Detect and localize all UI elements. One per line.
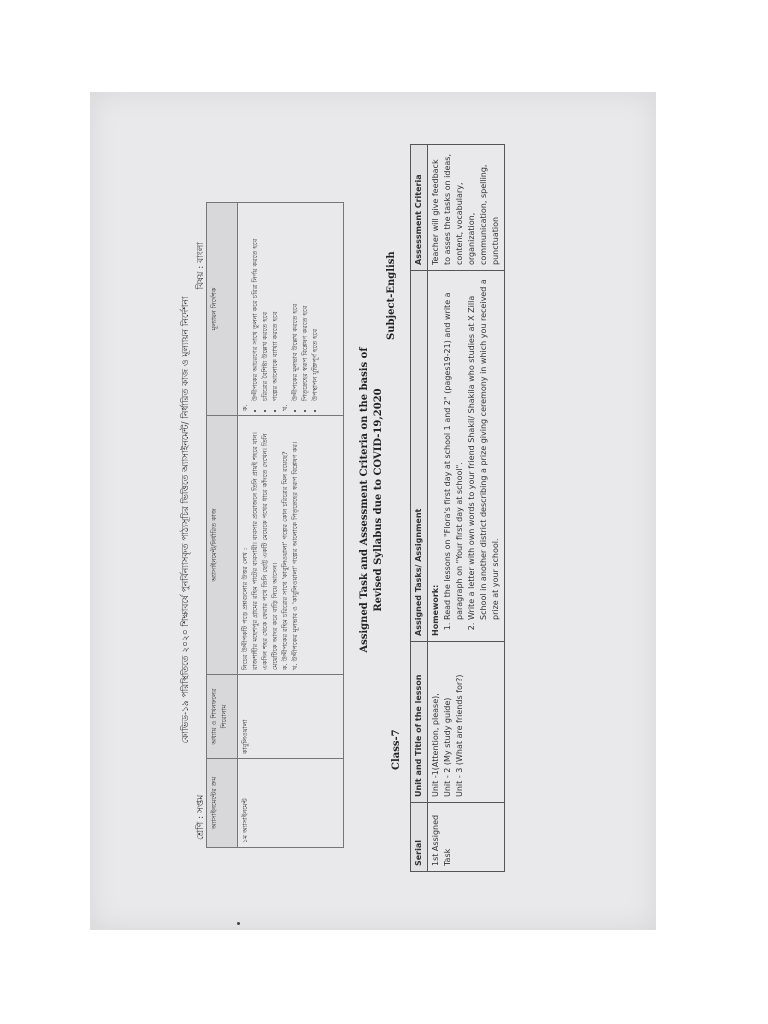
english-task-item: 2. Write a letter with own words to your friend Shakil/ Shakila who studies at X Zilla School in another district describing a prize giving ceremony in which you received a prize at your school. — [466, 276, 502, 620]
english-col-unit: Unit and Title of the lesson — [411, 642, 428, 803]
bangla-assignment-table — [206, 202, 344, 848]
bangla-task-line: খ. উদ্দীপকের মূলভাব ও 'কাবুলিওয়ালা' গল্পের আলোকে পিতৃস্নেহের স্বরূপ বিশ্লেষণ কর। — [291, 441, 300, 670]
bangla-chapter-cell: কাবুলিওয়ালা — [238, 675, 344, 759]
english-unit-item: Unit -1(Attention, please), — [431, 693, 440, 797]
bangla-col-task: অ্যাসাইনমেন্ট/নির্ধারিত কাজ — [207, 416, 238, 675]
english-table-row — [428, 145, 505, 872]
english-table-header-row — [411, 145, 428, 872]
bangla-col-criteria: মূল্যায়ন নির্দেশক — [207, 203, 238, 416]
bangla-header: কোভিড-১৯ পরিস্থিতিতে ২০২০ শিক্ষাবর্ষে পুনর্বিন্যাসকৃত পাঠ্যসূচির ভিত্তিতে অ্যাসাইনমেন্ট/ নির্ধারিত কাজ ও মূল্যায়ন নির্দেশনা — [181, 296, 191, 744]
english-subject-label: Subject-English — [386, 251, 397, 340]
bangla-task-cell — [238, 416, 344, 675]
english-col-task: Assigned Tasks/ Assignment — [411, 271, 428, 642]
english-criteria-cell: Teacher will give feedback to asses the tasks on ideas, content, vocabulary, organization, communication, spelling, punctuation — [428, 145, 505, 271]
english-col-serial: Serial — [411, 803, 428, 872]
bangla-table-header-row — [207, 203, 238, 848]
bangla-col-serial: অ্যাসাইনমেন্টের ক্রম — [207, 759, 238, 848]
bangla-task-line: নিচের উদ্দীপকটি পড়ে প্রশ্নগুলোর উত্তর লেখ : — [241, 547, 250, 670]
bangla-criteria-item: • পিতৃস্নেহের স্বরূপ বিশ্লেষণ করতে হবে — [300, 207, 310, 401]
bangla-criteria-heading: ক. — [241, 404, 250, 411]
bangla-col-chapter: অধ্যায় ও শিখনফলের শিরোনাম — [207, 675, 238, 759]
english-unit-item: Unit - 3 (What are friends for?) — [455, 674, 464, 797]
english-title-line: Assigned Task and Assessment Criteria on the basis of — [359, 347, 370, 653]
bangla-task-line: রাজশাহীর মহেশপুর গ্রামের রহিম পাটের ব্যবসায়ী। ব্যবসার প্রয়োজনে তিনি প্রায়ই শহরে যান। একদিন শহর থেকে ফেরার পথে তিনি ছোট্ট একটি মেয়েকে পথের ধারে কাঁদতে দেখেন। তিনি মেয়েটিকে আদর করে বাড়ি নিয়ে আসেন। — [251, 432, 280, 670]
english-serial-cell: 1st Assigned Task — [428, 803, 505, 872]
english-task-cell — [428, 271, 505, 642]
english-task-item: 1. Read the lessons on "Flora's first day at school 1 and 2" (pages19-21) and write a paragraph on "Your first day at school". — [442, 276, 466, 620]
bangla-serial-cell: ১ম অ্যাসাইনমেন্ট — [238, 759, 344, 848]
bangla-class-label: শ্রেণি : সপ্তম — [196, 794, 206, 840]
english-title — [358, 320, 386, 680]
bangla-criteria-item: • গল্পের আলোকে ব্যাখ্যা করতে হবে — [270, 207, 280, 401]
bangla-criteria-item: • চরিত্রের বৈশিষ্ট্য উল্লেখ করতে হবে — [260, 207, 270, 401]
bangla-criteria-item: • উদ্দীপকের আচরণের সাথে তুলনা করে চরিত্র নির্ণয় করতে হবে — [250, 207, 260, 401]
bangla-criteria-item: • উপস্থাপন যুক্তিপূর্ণ হতে হবে — [310, 207, 320, 401]
english-assignment-table — [410, 144, 505, 872]
bangla-criteria-heading: খ. — [281, 404, 290, 411]
bangla-criteria-cell — [238, 203, 344, 416]
homework-label: Homework: — [431, 584, 440, 636]
scanned-page — [90, 92, 656, 930]
english-unit-cell — [428, 642, 505, 803]
bangla-table-row — [238, 203, 344, 848]
rotated-document — [90, 92, 656, 930]
bangla-task-line: ক. উদ্দীপকের রহিম চরিত্রের সাথে 'কাবুলিওয়ালা' গল্পের কোন চরিত্রের মিল রয়েছে? — [281, 451, 290, 670]
english-unit-item: Unit - 2 (My study guide) — [443, 697, 452, 797]
bangla-criteria-item: • উদ্দীপকের মূলভাব উল্লেখ করতে হবে — [290, 207, 300, 401]
english-col-criteria: Assessment Criteria — [411, 145, 428, 271]
bangla-subject-label: বিষয় : বাংলা — [196, 242, 206, 290]
english-class-label: Class-7 — [391, 729, 402, 770]
english-title-line: Revised Syllabus due to COVID-19,2020 — [373, 388, 384, 612]
